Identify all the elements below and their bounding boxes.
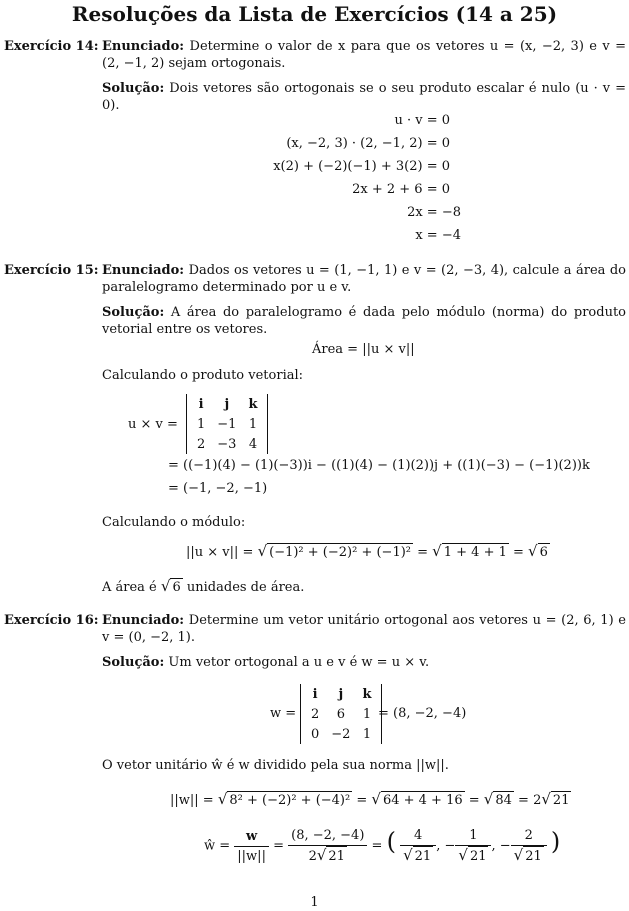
ex15-solucao-text: A área do paralelogramo é dada pelo módulo (norma) do produto vetorial entre os vetores. [102, 305, 626, 337]
ex15-area-result: A área é √ 6 unidades de área. [102, 577, 305, 595]
modulus-radicand-3: 6 [539, 545, 548, 560]
det-cell: i [312, 686, 318, 702]
ex16-solucao-label: Solução: [102, 655, 165, 670]
hat-frac-2-den: 2√ 21 [308, 846, 345, 864]
hat-frac-1-num: w [234, 827, 269, 847]
ex15-modulus-eq: ||u × v|| = √ (−1)² + (−2)² + (−1)² = √ 1 + 4 + 1 = √ 6 [186, 542, 548, 560]
norm-result-radicand: 21 [552, 793, 570, 808]
ex14-eq-3: x(2) + (−2)(−1) + 3(2) = 0 [273, 159, 450, 174]
hat-comp-3-den: 21 [523, 846, 544, 866]
norm-result-coef: 2 [533, 793, 542, 808]
ex16-solucao-text: Um vetor ortogonal a u e v é w = u × v. [168, 655, 430, 670]
hat-comp-1-num: 4 [400, 826, 436, 846]
norm-radicand-3: 84 [495, 793, 512, 808]
ex15-expansion-2: = (−1, −2, −1) [168, 481, 268, 496]
hat-comp-2-num: 1 [455, 826, 491, 846]
ex16-norm-eq: ||w|| = √ 8² + (−2)² + (−4)² = √ 64 + 4 + 16 = √ 84 = 2√ 21 [170, 790, 570, 808]
area-suffix: unidades de área. [186, 580, 305, 595]
modulus-radicand-2: 1 + 4 + 1 [443, 545, 507, 560]
ex16-unit-text: O vetor unitário ŵ é w dividido pela sua norma ||w||. [102, 758, 449, 773]
det-cell: −2 [331, 726, 351, 742]
ex15-det-lhs: u × v = [128, 417, 178, 432]
ex15-label: Exercício 15: [4, 263, 99, 278]
hat-frac-2-num: (8, −2, −4) [288, 826, 367, 846]
hat-frac-2-den-rad: 21 [326, 846, 347, 866]
area-value: 6 [172, 580, 181, 595]
det-cell: i [198, 396, 204, 412]
modulus-radicand-1: (−1)² + (−2)² + (−1)² [269, 545, 411, 560]
area-prefix: A área é [102, 580, 157, 595]
det-cell: 1 [197, 416, 206, 432]
det-cell: j [224, 396, 230, 412]
hat-comp-1-den: 21 [413, 846, 434, 866]
ex16-solucao [102, 654, 626, 671]
ex16-determinant [300, 684, 382, 744]
ex16-det-lhs: w = [270, 706, 297, 721]
page-title: Resoluções da Lista de Exercícios (14 a 25) [71, 2, 558, 26]
ex14-eq-6: x = −4 [415, 228, 461, 243]
ex15-enunciado [102, 262, 626, 296]
ex14-eq-2: (x, −2, 3) · (2, −1, 2) = 0 [286, 136, 450, 151]
ex14-solucao [102, 80, 626, 114]
ex14-solucao-text: Dois vetores são ortogonais se o seu produto escalar é nulo (u · v = 0). [102, 81, 626, 113]
det-cell: 6 [336, 706, 345, 722]
det-cell: 1 [362, 706, 372, 722]
ex15-area-eq: Área = ||u × v|| [312, 342, 415, 357]
hat-frac-1 [234, 827, 269, 866]
ex16-unit-vector-eq: ŵ = $\frac{w}{||w||}$ = $\frac{(8, -2, -4)}{2√ 21}$ = ( $\frac{4}{√ 21}$ , − $\frac{1}{√ 21}$ , − $\frac{2}{√ 21}$ ) [204, 827, 561, 864]
ex14-enunciado-text: Determine o valor de x para que os vetores u = (x, −2, 3) e v = (2, −1, 2) sejam ortogonais. [102, 39, 627, 71]
det-cell: 1 [248, 416, 258, 432]
ex16-enunciado-label: Enunciado: [102, 613, 185, 628]
hat-comp-3: $\frac{2}{√ 21}$ [511, 826, 547, 866]
det-cell: j [338, 686, 344, 702]
det-cell: k [248, 396, 258, 412]
page-number: 1 [310, 895, 319, 910]
det-cell: 0 [311, 726, 320, 742]
ex14-solucao-label: Solução: [102, 81, 165, 96]
ex14-label: Exercício 14: [4, 39, 99, 54]
det-cell: 2 [197, 436, 206, 452]
ex15-enunciado-text: Dados os vetores u = (1, −1, 1) e v = (2, −3, 4), calcule a área do paralelogramo determinado por u e v. [102, 263, 627, 295]
det-cell: 4 [248, 436, 258, 452]
ex14-enunciado [102, 38, 626, 72]
norm-radicand-2: 64 + 4 + 16 [382, 793, 463, 808]
modulus-lhs: ||u × v|| = [186, 545, 254, 560]
det-cell: 2 [311, 706, 320, 722]
hat-frac-1-den: ||w|| [237, 848, 266, 864]
det-cell: 1 [362, 726, 372, 742]
ex15-solucao [102, 304, 626, 338]
ex15-calc-mod: Calculando o módulo: [102, 515, 246, 530]
ex15-expansion-1: = ((−1)(4) − (1)(−3))i − ((1)(4) − (1)(2))j + ((1)(−3) − (−1)(2))k [168, 458, 590, 473]
ex16-enunciado-text: Determine um vetor unitário ortogonal aos vetores u = (2, 6, 1) e v = (0, −2, 1). [102, 613, 626, 645]
ex16-label: Exercício 16: [4, 613, 99, 628]
hat-lhs: ŵ = [204, 838, 231, 854]
ex16-enunciado [102, 612, 626, 646]
hat-comp-3-num: 2 [511, 826, 547, 846]
det-cell: −3 [217, 436, 237, 452]
hat-frac-2 [288, 826, 367, 866]
det-cell: k [362, 686, 372, 702]
norm-lhs: ||w|| = [170, 793, 214, 808]
ex14-eq-5: 2x = −8 [407, 205, 461, 220]
det-cell: −1 [217, 416, 237, 432]
ex16-det-rhs: = (8, −2, −4) [378, 706, 467, 721]
ex15-enunciado-label: Enunciado: [102, 263, 185, 278]
hat-comp-2: $\frac{1}{√ 21}$ [455, 826, 491, 866]
ex14-eq-1: u · v = 0 [394, 113, 450, 128]
hat-comp-2-den: 21 [468, 846, 489, 866]
ex14-eq-4: 2x + 2 + 6 = 0 [352, 182, 450, 197]
ex15-determinant [186, 394, 268, 454]
hat-comp-1: $\frac{4}{√ 21}$ [400, 826, 436, 866]
ex15-calc-vet: Calculando o produto vetorial: [102, 368, 304, 383]
hat-frac-2-den-coef: 2 [308, 849, 317, 864]
norm-radicand-1: 8² + (−2)² + (−4)² [229, 793, 351, 808]
ex15-solucao-label: Solução: [102, 305, 165, 320]
ex14-enunciado-label: Enunciado: [102, 39, 185, 54]
